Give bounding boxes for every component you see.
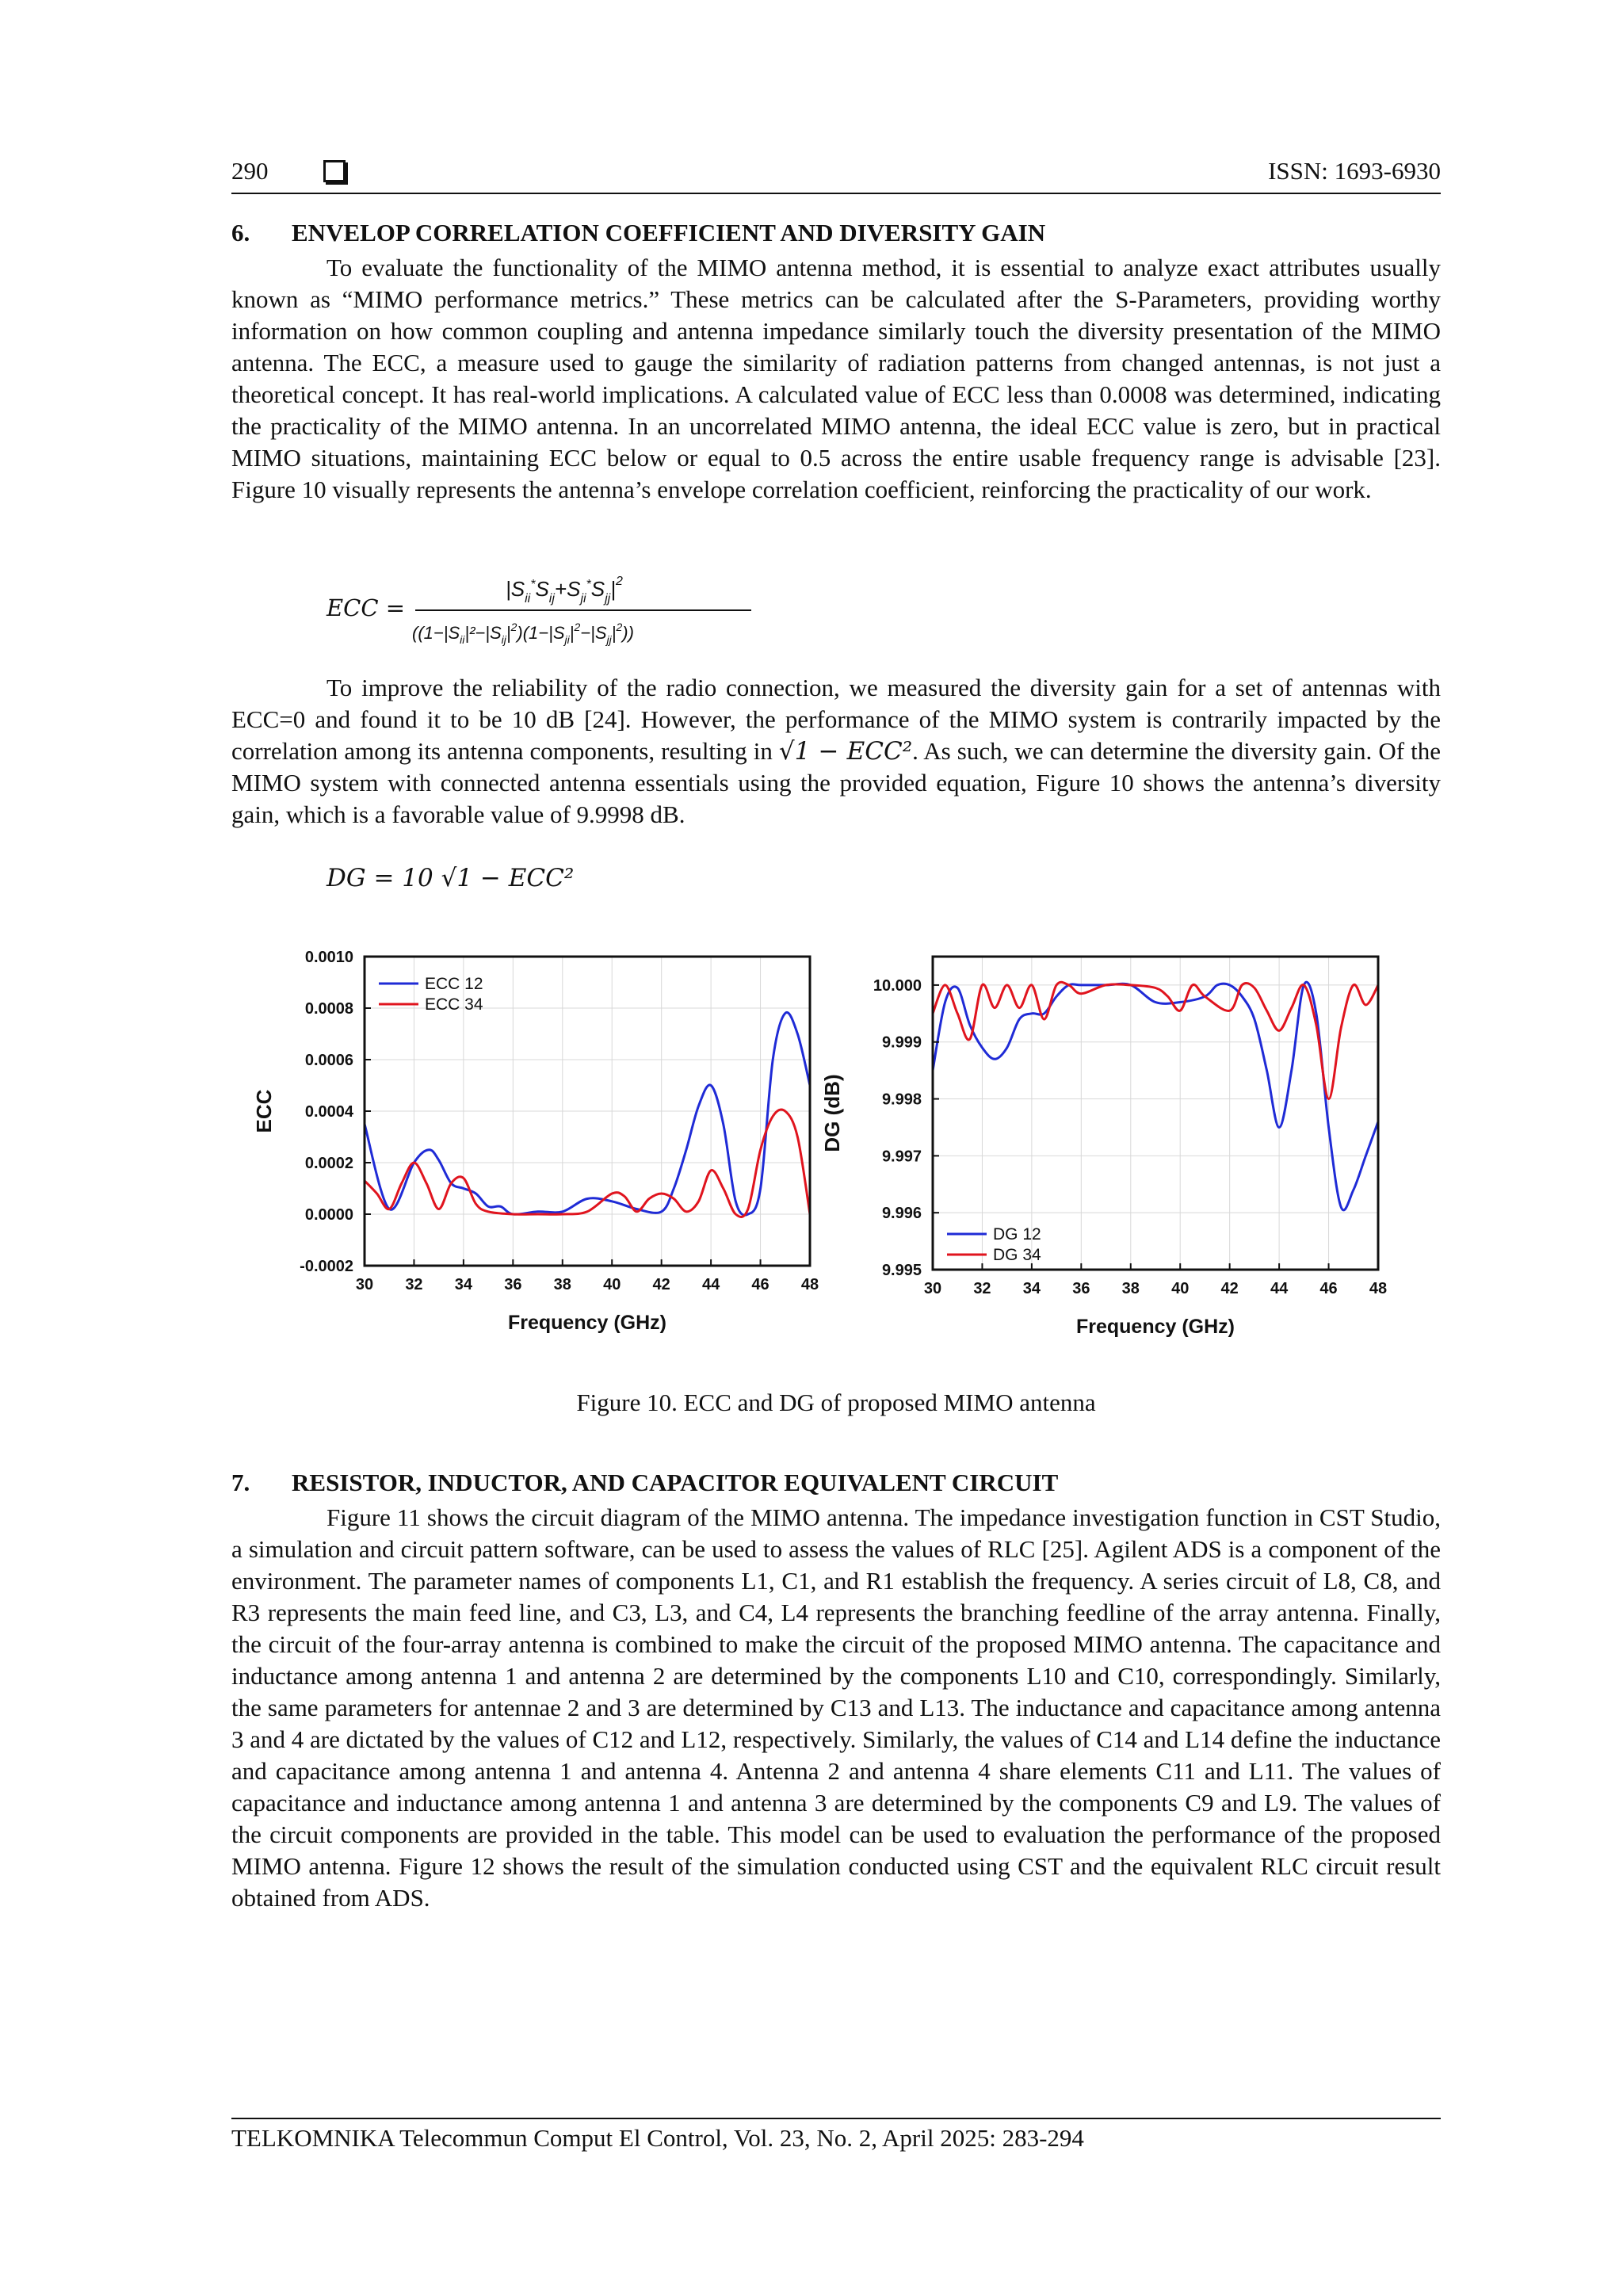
- ecc-chart: [238, 947, 840, 1359]
- section-6-heading: [231, 219, 1045, 247]
- header-rule: [231, 193, 1441, 194]
- y-tick-label: 9.999: [881, 1033, 922, 1052]
- ecc-fraction: [412, 563, 856, 658]
- section-7-heading: [231, 1469, 1058, 1497]
- legend-label: DG 34: [993, 1246, 1041, 1264]
- y-tick-label: 0.0006: [304, 1052, 353, 1069]
- paragraph-text: . As such, we can determine the diversity gain. Of the MIMO system with connected antenna essentials using the provided equation, Figure 10 shows the antenna’s diversity gain, which is a favorable value of 9.9998 dB.: [231, 737, 1441, 828]
- checkbox-square-icon: [323, 160, 346, 182]
- y-axis-label: ECC: [252, 1089, 276, 1133]
- series-line-1: [933, 982, 1378, 1210]
- y-tick-label: 0.0008: [304, 1000, 353, 1018]
- y-tick-label: 10.000: [873, 976, 922, 995]
- legend-label: ECC 12: [425, 975, 483, 993]
- x-axis-label: Frequency (GHz): [1075, 1316, 1235, 1338]
- page-header: [231, 157, 1441, 189]
- series-line-2: [365, 1110, 810, 1217]
- x-tick-label: 30: [355, 1276, 374, 1293]
- x-tick-label: 36: [1072, 1280, 1090, 1297]
- y-tick-label: 0.0010: [304, 949, 353, 966]
- x-tick-label: 34: [1022, 1280, 1041, 1297]
- y-tick-label: 9.995: [881, 1262, 922, 1279]
- x-tick-label: 48: [1369, 1280, 1388, 1297]
- y-tick-label: 9.997: [881, 1148, 922, 1166]
- x-tick-label: 44: [701, 1276, 720, 1293]
- paragraph-text: Figure 11 shows the circuit diagram of the MIMO antenna. The impedance investigation function in CST Studio, a simulation and circuit pattern software, can be used to assess the values of RLC [25]. Agilent ADS is a component of the environment. The parameter names of components L1, C1, and R1 establish the frequency. A series circuit of L8, C8, and R3 represents the main feed line, and C3, L3, and C4, L4 represents the branching feedline of the array antenna. Finally, the circuit of the four-array antenna is combined to make the circuit of the proposed MIMO antenna. The capacitance and inductance among antenna 1 and antenna 2 are determined by the components L10 and C10, correspondingly. Similarly, the same parameters for antennae 2 and 3 are determined by C13 and L13. The inductance and capacitance among antenna 3 and 4 are dictated by the values of C12 and L12, respectively. Similarly, the values of C14 and L14 define the inductance and capacitance among antenna 1 and antenna 4. Antenna 2 and antenna 4 share elements C11 and L11. The values of capacitance and inductance among antenna 1 and antenna 3 are determined by the components C9 and L9. The values of the circuit components are provided in the table. This model can be used to evaluation the performance of the proposed MIMO antenna. Figure 12 shows the result of the simulation conducted using CST and the equivalent RLC circuit result obtained from ADS.: [231, 1503, 1441, 1912]
- series-line-1: [365, 1012, 810, 1215]
- legend-label: DG 12: [993, 1225, 1041, 1244]
- x-tick-label: 38: [1121, 1280, 1140, 1297]
- section-number: 6.: [231, 219, 250, 246]
- x-tick-label: 32: [973, 1280, 991, 1297]
- inline-math: √1 − ECC²: [778, 737, 913, 766]
- journal-footer: TELKOMNIKA Telecommun Comput El Control, Vol. 23, No. 2, April 2025: 283-294: [231, 2124, 1084, 2152]
- x-tick-label: 44: [1270, 1280, 1289, 1297]
- figure-10-caption: Figure 10. ECC and DG of proposed MIMO antenna: [576, 1389, 1096, 1416]
- x-axis-label: Frequency (GHz): [507, 1312, 667, 1334]
- section-6-paragraph-1: [231, 252, 1441, 506]
- section-title: ENVELOP CORRELATION COEFFICIENT AND DIVERSITY GAIN: [292, 219, 1046, 246]
- section-7-paragraph: [231, 1502, 1441, 1914]
- y-axis-label: DG (dB): [820, 1074, 844, 1152]
- x-tick-label: 36: [504, 1276, 522, 1293]
- y-tick-label: 0.0004: [304, 1103, 353, 1121]
- section-6-paragraph-2: [231, 672, 1441, 831]
- x-tick-label: 32: [405, 1276, 423, 1293]
- svg-text:((1−|Sii|²−|Sij|2)(1−|Sji|2−|S: $((1-|S_{ii}|^2-|S_{ij}|^2)(1-|S_{ji}|^2-|S_{jj}|^2))$: [412, 621, 634, 646]
- ecc-equation-lhs: ECC =: [327, 594, 406, 621]
- x-tick-label: 46: [751, 1276, 769, 1293]
- paragraph-text: To improve the reliability of the radio connection, we measured the diversity gain for a set of antennas with ECC=0 and found it to be 10 dB [24]. However, the performance of the MIMO system is contrarily impacted by the correlation among its antenna components, resulting in: [231, 674, 1441, 765]
- dg-equation: DG = 10 √1 − ECC²: [327, 864, 575, 892]
- y-tick-label: -0.0002: [300, 1258, 353, 1275]
- svg-text:|Sii*Sij+Sji*Sjj|2: $|S_{ii}^*S_{ij}+S_{ji}^*S_{jj}|^2$: [506, 575, 623, 606]
- x-tick-label: 48: [800, 1276, 819, 1293]
- page-number: 290: [231, 157, 269, 185]
- issn-label: ISSN: 1693-6930: [1268, 157, 1441, 185]
- section-title: RESISTOR, INDUCTOR, AND CAPACITOR EQUIVALENT CIRCUIT: [292, 1469, 1059, 1496]
- y-tick-label: 9.998: [881, 1091, 922, 1109]
- y-tick-label: 0.0000: [304, 1206, 353, 1224]
- x-tick-label: 40: [1171, 1280, 1190, 1297]
- section-number: 7.: [231, 1469, 250, 1496]
- x-tick-label: 46: [1319, 1280, 1338, 1297]
- legend-label: ECC 34: [425, 995, 483, 1014]
- x-tick-label: 38: [553, 1276, 571, 1293]
- paragraph-text: To evaluate the functionality of the MIMO antenna method, it is essential to analyze exact attributes usually known as “MIMO performance metrics.” These metrics can be calculated after the S-Parameters, providing worthy information on how common coupling and antenna impedance similarly touch the diversity presentation of the MIMO antenna. The ECC, a measure used to gauge the similarity of radiation patterns from changed antennas, is not just a theoretical concept. It has real-world implications. A calculated value of ECC less than 0.0008 was determined, indicating the practicality of the MIMO antenna. In an uncorrelated MIMO antenna, the ideal ECC value is zero, but in practical MIMO situations, maintaining ECC below or equal to 0.5 across the entire usable frequency range is advisable [23]. Figure 10 visually represents the antenna’s envelope correlation coefficient, reinforcing the practicality of our work.: [231, 254, 1441, 503]
- y-tick-label: 0.0002: [304, 1155, 353, 1172]
- footer-rule: [231, 2118, 1441, 2119]
- series-line-2: [933, 982, 1378, 1098]
- x-tick-label: 40: [603, 1276, 621, 1293]
- x-tick-label: 42: [652, 1276, 670, 1293]
- x-tick-label: 42: [1220, 1280, 1239, 1297]
- x-tick-label: 30: [923, 1280, 942, 1297]
- y-tick-label: 9.996: [881, 1205, 922, 1223]
- x-tick-label: 34: [454, 1276, 473, 1293]
- dg-chart: [820, 947, 1407, 1359]
